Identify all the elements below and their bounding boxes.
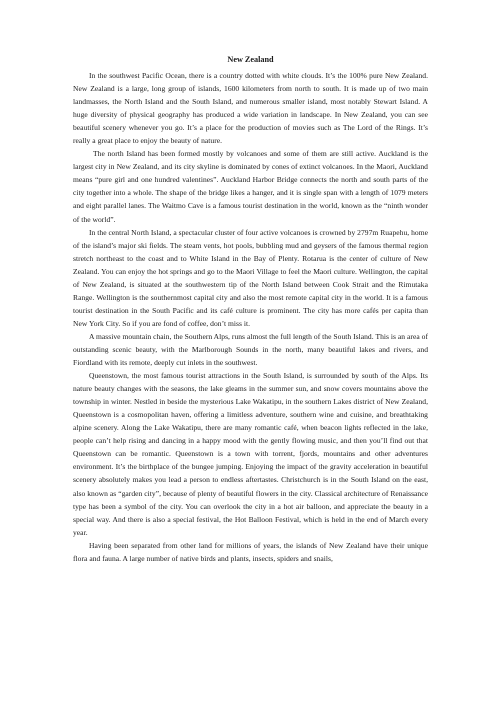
paragraph-intro: In the southwest Pacific Ocean, there is a country dotted with white clouds. It’s the 100% pure New Zealand. New Zealand is a large, long group of islands, 1600 kilometers from north to south. It is made up of two main landmasses, the North Island and the South Island, and numerous smaller island, most notably Stewart Island. A huge diversity of physical geography has produced a wide variation in landscape. In New Zealand, you can see beautiful scenery whenever you go. It’s a place for the production of movies such as The Lord of the Rings. It’s really a great place to enjoy the beauty of nature. xyxy=(73,71,428,146)
paragraph-queenstown: Queenstown, the most famous tourist attractions in the South Island, is surrounded by south of the Alps. Its nature beauty changes with the seasons, the lake gleams in the summer sun, and snow covers mountains above the township in winter. Nestled in beside the mysterious Lake Wakatipu, in the southern Lakes district of New Zealand, Queenstown is a cosmopolitan haven, offering a limitless adventure, southern wine and cuisine, and breathtaking alpine scenery. Along the Lake Wakatipu, there are many romantic café, when beacon lights reflected in the lake, people can’t help rising and dancing in a happy mood with the gently flowing music, and then you’ll find out that Queenstown can be romantic. Queenstown is a town with torrent, fjords, mountains and other adventures environment. It’s the birthplace of the bungee jumping. Enjoying the impact of the gravity acceleration in beautiful scenery absolutely makes you lead a person to endless aftertastes. Christchurch is in the South Island on the east, also known as “garden city”, because of plenty of beautiful flowers in the city. Classical architecture of Renaissance type has been a symbol of the city. You can overlook the city in a hot air balloon, and appreciate the beauty in a special way. And there is also a special festival, the Hot Balloon Festival, which is held in the end of March every year. xyxy=(73,371,428,537)
document-title: New Zealand xyxy=(227,55,274,64)
paragraph-central-north-island: In the central North Island, a spectacular cluster of four active volcanoes is crowned by 2797m Ruapehu, home of the island’s major ski fields. The steam vents, hot pools, bubbling mud and geysers of the famous thermal region stretch northeast to the coast and to White Island in the Bay of Plenty. Rotarua is the center of culture of New Zealand. You can enjoy the hot springs and go to the Maori Village to feel the Maori culture. Wellington, the capital of New Zealand, is situated at the southwestern tip of the North Island between Cook Strait and the Rimutaka Range. Wellington is the southernmost capital city and also the most remote capital city in the world. It is a famous tourist destination in the South Pacific and its café culture is prominent. The city has more cafés per capita than New York City. So if you are fond of coffee, don’t miss it. xyxy=(73,227,428,328)
paragraph-north-island: The north Island has been formed mostly by volcanoes and some of them are still active. Auckland is the largest city in New Zealand, and its city skyline is dominated by cones of extinct volcanoes. In the Maori, Auckland means “pure girl and one hundred valentines”. Auckland Harbor Bridge connects the north and south parts of the city together into a whole. The shape of the bridge likes a hanger, and it is single span with a length of 1079 meters and eight parallel lanes. The Waitmo Cave is a famous tourist destination in the world, known as the “ninth wonder of the world”. xyxy=(73,149,428,224)
paragraph-southern-alps: A massive mountain chain, the Southern Alps, runs almost the full length of the South Island. This is an area of outstanding scenic beauty, with the Marlborough Sounds in the north, many beautiful lakes and rivers, and Fiordland with its remote, deeply cut inlets in the southwest. xyxy=(73,331,428,368)
paragraph-flora-fauna: Having been separated from other land for millions of years, the islands of New Zealand have their unique flora and fauna. A large number of native birds and plants, insects, spiders and snails, xyxy=(73,540,428,563)
